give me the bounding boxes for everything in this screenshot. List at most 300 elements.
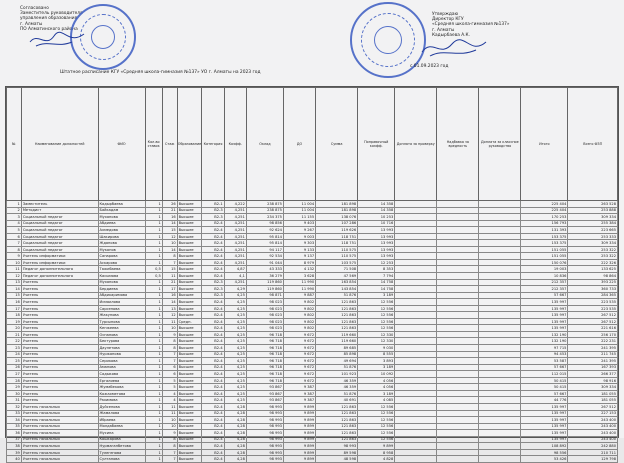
table-cell: 119 860 [246, 286, 283, 293]
table-cell: 9 133 [283, 246, 315, 253]
table-cell: 9 899 [358, 443, 395, 450]
table-cell: 135 997 [521, 436, 568, 443]
table-cell: 12 556 [358, 312, 395, 319]
table-cell: Высшее [177, 436, 202, 443]
table-cell: Высшее [177, 227, 202, 234]
table-cell: 10 836 [521, 273, 568, 280]
table-cell: 46 359 [316, 377, 358, 384]
table-cell: 119 660 [316, 331, 358, 338]
table-cell: Высшее [177, 214, 202, 221]
table-cell: В2-3 [202, 214, 224, 221]
table-cell: Высшее [177, 201, 202, 208]
table-cell: Высшее [177, 286, 202, 293]
table-cell: Социальный педагог [21, 214, 98, 221]
table-cell: Жумабекова [98, 384, 145, 391]
table-cell: Муханова [98, 279, 145, 286]
table-cell: 9 [162, 331, 177, 338]
table-cell: 9 899 [283, 443, 315, 450]
table-cell: 4 [162, 397, 177, 404]
table-cell: 8 555 [358, 351, 395, 358]
table-cell: 211 745 [568, 351, 618, 358]
table-cell: Заместитель [21, 201, 98, 208]
table-cell: Жамалова [98, 410, 145, 417]
table-cell: 1 [145, 227, 162, 234]
table-cell: 37 [7, 436, 22, 443]
approval-left-line: ПО Алматинского района [20, 26, 78, 32]
table-cell: 10 [162, 417, 177, 424]
table-cell: Рахимова [98, 397, 145, 404]
table-cell: 96 718 [246, 351, 283, 358]
table-cell: 9 030 [358, 345, 395, 352]
table-cell: 9 899 [283, 430, 315, 437]
table-cell: Высшее [177, 364, 202, 371]
table-cell: Учитель [21, 358, 98, 365]
table-cell: 15 [7, 292, 22, 299]
table-cell: Жакупова [98, 312, 145, 319]
table-cell: Учитель начальных [21, 410, 98, 417]
table-cell: 4,251 [224, 214, 246, 221]
table-cell: 94 453 [521, 351, 568, 358]
table-cell: 16 [162, 214, 177, 221]
table-cell: 46 359 [316, 384, 358, 391]
table-cell: 9 899 [283, 423, 315, 430]
table-cell: 4,251 [224, 259, 246, 266]
table-cell: 1 [145, 338, 162, 345]
table-cell: 255 384 [568, 220, 618, 227]
table-cell: 153 375 [521, 240, 568, 247]
table-cell: 4,25 [224, 305, 246, 312]
table-cell: 6 [162, 371, 177, 378]
table-cell: 16 [7, 299, 22, 306]
table-cell: 135 997 [521, 430, 568, 437]
table-cell: 2 [7, 207, 22, 214]
table-cell: 4,87 [224, 266, 246, 273]
table-cell: 1 [145, 430, 162, 437]
signature-left [28, 30, 88, 50]
table-cell: 96 718 [246, 371, 283, 378]
table-cell: 4,28 [224, 443, 246, 450]
table-cell: 4,25 [224, 345, 246, 352]
table-cell: В2-4 [202, 377, 224, 384]
table-cell: 181 898 [316, 207, 358, 214]
column-header: Всего ФЗП [568, 88, 618, 201]
table-cell: В2-4 [202, 345, 224, 352]
table-cell: Касымова [98, 273, 145, 280]
table-cell: 1 [145, 305, 162, 312]
table-cell: 4,251 [224, 207, 246, 214]
table-cell: Высшее [177, 351, 202, 358]
table-cell: Высшее [177, 410, 202, 417]
table-cell: 4,251 [224, 233, 246, 240]
table-cell: Бектурова [98, 338, 145, 345]
table-cell: Учитель [21, 325, 98, 332]
table-cell: 17 [162, 286, 177, 293]
table-cell: 153 375 [521, 233, 568, 240]
column-header: Образование [177, 88, 202, 201]
table-cell: 9 802 [283, 318, 315, 325]
approval-right-line: Кадырбаева А.К. [432, 32, 470, 38]
table-cell: 31 [7, 397, 22, 404]
table-cell: 1 [145, 364, 162, 371]
table-cell: 112 015 [521, 371, 568, 378]
table-cell: 4,25 [224, 299, 246, 306]
table-cell: 47 569 [316, 273, 358, 280]
table-cell: 9 672 [283, 338, 315, 345]
table-cell: Мусина [98, 430, 145, 437]
table-cell: 11 [162, 318, 177, 325]
table-cell: В2-4 [202, 351, 224, 358]
table-cell: В2-4 [202, 246, 224, 253]
table-cell: 1 [145, 279, 162, 286]
table-cell: 13 [7, 279, 22, 286]
table-cell: 1 [145, 351, 162, 358]
table-cell: Социальный педагог [21, 246, 98, 253]
table-cell: Высшее [177, 240, 202, 247]
table-cell: 40 691 [316, 397, 358, 404]
table-cell: 11 990 [283, 279, 315, 286]
table-cell: 3 893 [358, 358, 395, 365]
table-cell: 9 303 [283, 240, 315, 247]
table-cell: В2-4 [202, 259, 224, 266]
table-cell: 12 556 [358, 318, 395, 325]
table-cell: Учитель [21, 312, 98, 319]
table-cell: Ибраева [98, 417, 145, 424]
table-cell: 11 004 [283, 201, 315, 208]
table-cell: В2-4 [202, 423, 224, 430]
table-cell: 51 876 [316, 390, 358, 397]
table-cell: 98 993 [246, 443, 283, 450]
table-cell: 96 718 [246, 358, 283, 365]
table-cell: Учитель начальных [21, 430, 98, 437]
table-cell: 16 [162, 292, 177, 299]
table-cell: 309 334 [568, 240, 618, 247]
table-cell: 11 004 [283, 207, 315, 214]
table-cell: Высшее [177, 358, 202, 365]
table-cell: 1 [145, 417, 162, 424]
table-cell: 8 353 [358, 266, 395, 273]
table-cell: 4,25 [224, 384, 246, 391]
table-cell: 4,25 [224, 358, 246, 365]
table-cell: В2-4 [202, 220, 224, 227]
table-cell: В2-4 [202, 299, 224, 306]
table-cell: 4,251 [224, 279, 246, 286]
table-cell: В2-4 [202, 390, 224, 397]
table-cell: 181 055 [568, 390, 618, 397]
table-cell: 98 993 [246, 436, 283, 443]
table-cell: 29 [7, 384, 22, 391]
approval-left-line: управления образования [20, 16, 78, 22]
table-cell: 96 718 [246, 331, 283, 338]
table-cell: 1 [145, 397, 162, 404]
table-cell: 1 [145, 423, 162, 430]
table-cell: 49 694 [316, 358, 358, 365]
table-cell: В2-1 [202, 201, 224, 208]
table-cell: 4,251 [224, 227, 246, 234]
table-cell: 243 400 [568, 430, 618, 437]
table-cell: 223 535 [568, 305, 618, 312]
table-cell: 9 387 [283, 390, 315, 397]
column-header: Кол-во ставок [145, 88, 162, 201]
table-cell: Методист [21, 207, 98, 214]
table-cell: В2-4 [202, 384, 224, 391]
table-cell: Высшее [177, 253, 202, 260]
table-cell: 23 [7, 345, 22, 352]
table-cell: Муканов [98, 246, 145, 253]
table-cell: 241 395 [568, 345, 618, 352]
table-cell: 253 888 [568, 207, 618, 214]
table-cell: 4,25 [224, 390, 246, 397]
table-cell: Высшее [177, 371, 202, 378]
table-cell: Высшее [177, 423, 202, 430]
table-cell: В2-4 [202, 325, 224, 332]
table-cell: 12 556 [358, 430, 395, 437]
table-cell: Байкадам [98, 207, 145, 214]
table-cell: В2-4 [202, 364, 224, 371]
table-cell: 10 [7, 259, 22, 266]
table-cell: 1 [145, 233, 162, 240]
table-cell: 98 993 [246, 449, 283, 456]
table-cell: 30 [7, 390, 22, 397]
table-cell: 1 [145, 299, 162, 306]
table-cell: 4,251 [224, 240, 246, 247]
table-cell: 4,25 [224, 351, 246, 358]
table-cell: 8 979 [283, 259, 315, 266]
table-cell: 1 [145, 403, 162, 410]
table-cell: 4,25 [224, 312, 246, 319]
table-cell: Высшее [177, 325, 202, 332]
table-cell: 135 997 [521, 299, 568, 306]
table-cell: Учитель начальных [21, 456, 98, 463]
table-cell: 7 [162, 456, 177, 463]
table-cell: 253 322 [568, 246, 618, 253]
table-cell: 12 556 [358, 325, 395, 332]
table-cell: 1 [145, 410, 162, 417]
table-cell: 3 189 [358, 292, 395, 299]
table-cell: 267 512 [568, 312, 618, 319]
table-cell: 4,28 [224, 449, 246, 456]
table-cell: 98 023 [246, 325, 283, 332]
table-cell: Высшее [177, 345, 202, 352]
table-cell: 4,25 [224, 325, 246, 332]
table-cell: 13 993 [358, 246, 395, 253]
table-cell: В2-4 [202, 358, 224, 365]
table-cell: 108 892 [521, 443, 568, 450]
table-cell: 121 863 [316, 410, 358, 417]
table-cell: 1 [145, 436, 162, 443]
table-cell: Учитель [21, 384, 98, 391]
table-cell: 27 [7, 371, 22, 378]
table-cell: 9 802 [283, 325, 315, 332]
table-cell: 9 899 [283, 410, 315, 417]
table-cell: Учитель [21, 299, 98, 306]
table-cell: 96 718 [246, 338, 283, 345]
table-cell: 14 758 [358, 279, 395, 286]
table-cell: Учитель [21, 364, 98, 371]
table-cell: 14 [162, 220, 177, 227]
table-cell: 121 863 [316, 436, 358, 443]
table-cell: 1 [145, 377, 162, 384]
table-cell: В2-4 [202, 266, 224, 273]
table-cell: Высшее [177, 312, 202, 319]
table-cell: 243 400 [568, 417, 618, 424]
table-cell: 15 [162, 266, 177, 273]
table-cell: Серикова [98, 358, 145, 365]
table-cell: Высшее [177, 331, 202, 338]
table-cell: 223 665 [568, 227, 618, 234]
table-cell: 9 672 [283, 345, 315, 352]
table-cell: Высшее [177, 246, 202, 253]
table-cell: 95 814 [246, 240, 283, 247]
table-cell: 221 616 [568, 325, 618, 332]
table-cell: В2-4 [202, 443, 224, 450]
table-cell [395, 456, 437, 463]
table-cell: В2-4 [202, 397, 224, 404]
table-cell: 12 330 [358, 338, 395, 345]
table-cell: 1 [145, 456, 162, 463]
table-cell: В2-4 [202, 417, 224, 424]
table-cell: 1 [145, 384, 162, 391]
table-cell: В2-4 [202, 410, 224, 417]
table-cell: 151 055 [521, 253, 568, 260]
table-cell: Высшее [177, 417, 202, 424]
table-cell: 51 876 [316, 292, 358, 299]
table-cell: 121 863 [316, 299, 358, 306]
table-row [7, 456, 618, 463]
table-cell: 4,29 [224, 286, 246, 293]
table-cell: 98 023 [246, 312, 283, 319]
table-cell: 1 [145, 253, 162, 260]
table-cell: Турсынова [98, 318, 145, 325]
table-cell: 151 055 [521, 246, 568, 253]
table-cell: Молдабаева [98, 423, 145, 430]
approval-block-right [432, 12, 509, 38]
table-cell: 9 672 [283, 364, 315, 371]
column-header: Доплата за классное руководство [479, 88, 521, 201]
table-cell: 4 056 [358, 384, 395, 391]
table-cell: 227 153 [568, 410, 618, 417]
table-cell: 4 132 [283, 266, 315, 273]
table-cell: 1 [145, 325, 162, 332]
table-cell: 266 377 [568, 371, 618, 378]
table-cell: Кошкарова [98, 436, 145, 443]
table-cell: 256 170 [568, 331, 618, 338]
table-cell: 156 793 [521, 220, 568, 227]
table-cell: 1 [145, 358, 162, 365]
table-cell: 98 993 [316, 443, 358, 450]
table-cell: 71 508 [316, 266, 358, 273]
table-cell: 9 387 [283, 384, 315, 391]
table-cell: Сарсенова [98, 305, 145, 312]
table-cell: 253 322 [568, 253, 618, 260]
table-cell: Учитель начальных [21, 449, 98, 456]
table-cell: 11 [162, 410, 177, 417]
table-cell: 6 [7, 233, 22, 240]
table-cell: 132 190 [521, 331, 568, 338]
table-cell: 39 [7, 449, 22, 456]
table-cell: Шакирова [98, 233, 145, 240]
table-cell: 135 997 [521, 325, 568, 332]
table-cell: 107 286 [316, 220, 358, 227]
table-cell: 135 997 [521, 318, 568, 325]
table-cell: Высшее [177, 456, 202, 463]
table-cell: 85 898 [316, 351, 358, 358]
table-cell: 4 085 [358, 397, 395, 404]
table-cell: 12 556 [358, 299, 395, 306]
table-cell: 243 400 [568, 436, 618, 443]
table-cell: В2-4 [202, 253, 224, 260]
table-cell: 25 [7, 358, 22, 365]
table-cell: 8 958 [358, 449, 395, 456]
table-cell: 98 023 [246, 305, 283, 312]
table-cell: Исмаилова [98, 299, 145, 306]
table-cell: 12 253 [358, 259, 395, 266]
table-cell: 11 [162, 273, 177, 280]
table-cell: 121 863 [316, 403, 358, 410]
table-cell: Султанова [98, 456, 145, 463]
table-cell: Высшее [177, 430, 202, 437]
table-cell: В2-4 [202, 318, 224, 325]
table-cell: 7 [162, 449, 177, 456]
table-cell: 92 534 [246, 253, 283, 260]
table-cell: 12 556 [358, 410, 395, 417]
table-cell: 4,28 [224, 410, 246, 417]
table-cell: Бердиева [98, 286, 145, 293]
table-cell: 94 117 [246, 246, 283, 253]
table-cell: 4,28 [224, 456, 246, 463]
table-cell: 13 [162, 305, 177, 312]
table-cell: 4,28 [224, 423, 246, 430]
table-cell: 13 993 [358, 240, 395, 247]
approval-right-line: «Средняя школа-гимназия №137» [432, 22, 510, 28]
table-cell: В2-4 [202, 312, 224, 319]
column-header: Доплата за проверку [395, 88, 437, 201]
table-cell: Высшее [177, 305, 202, 312]
table-cell: Учитель [21, 331, 98, 338]
column-header: Сумма [316, 88, 358, 201]
table-cell: 35 [7, 423, 22, 430]
table-cell: 1 [145, 286, 162, 293]
table-cell: 57 667 [521, 364, 568, 371]
table-cell: 119 660 [316, 338, 358, 345]
table-cell: 133 625 [568, 266, 618, 273]
table-cell: В2-4 [202, 449, 224, 456]
table-cell: 50 415 [521, 377, 568, 384]
table-cell: 4,25 [224, 331, 246, 338]
table-cell: 34 [7, 417, 22, 424]
table-cell: 1 [145, 345, 162, 352]
table-cell: 8 [162, 345, 177, 352]
column-header: Оклад [246, 88, 283, 201]
column-header: Поправочный коэфф. [358, 88, 395, 201]
table-cell: 1 [145, 449, 162, 456]
table-cell: 150 076 [521, 259, 568, 266]
table-cell: Высшее [177, 449, 202, 456]
table-cell: В2-4 [202, 456, 224, 463]
table-cell: Учитель [21, 338, 98, 345]
approval-left-line: Заместитель руководителя [20, 11, 83, 17]
table-cell: Высшее [177, 397, 202, 404]
table-cell: 97 715 [521, 345, 568, 352]
table-cell: Абдикаримова [98, 292, 145, 299]
table-cell: Оспанова [98, 331, 145, 338]
table-cell: 98 993 [246, 430, 283, 437]
table-cell: Учитель [21, 279, 98, 286]
approval-right-line: Утверждаю [432, 12, 459, 17]
document-date-note: с 01.09.2023 год [410, 64, 449, 69]
table-cell: Жданова [98, 240, 145, 247]
table-cell: 119 626 [316, 227, 358, 234]
table-cell: Учитель [21, 286, 98, 293]
